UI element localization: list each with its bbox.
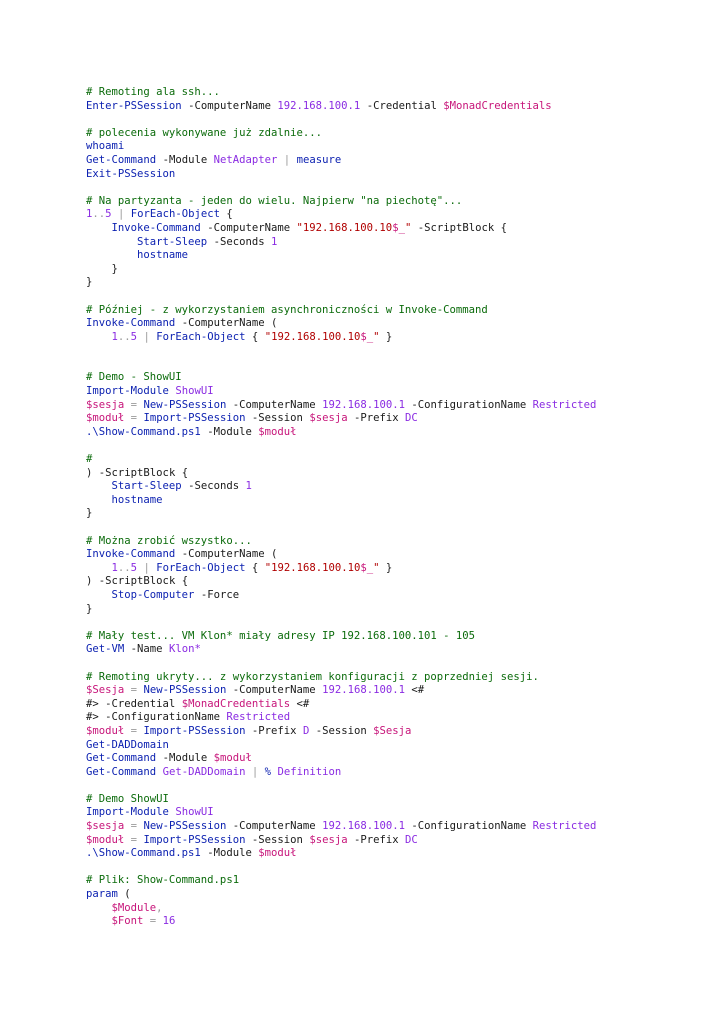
code-line (86, 236, 706, 250)
code-line (86, 371, 706, 385)
token-num: 192.168.100.1 (322, 398, 405, 411)
code-line (86, 671, 706, 685)
token-comment: # Można zrobić wszystko... (86, 534, 252, 547)
token-param: -Force (200, 588, 240, 601)
token-var: $moduł (86, 412, 125, 425)
code-line (86, 915, 706, 929)
token-param: -ScriptBlock (98, 575, 176, 588)
token-param: -Session (251, 833, 303, 846)
code-line (86, 304, 706, 318)
token-str: " (404, 221, 412, 234)
token-op: = (149, 915, 157, 928)
token-var: $sesja (309, 833, 348, 846)
code-line (86, 535, 706, 549)
token-arg: DC (405, 833, 418, 846)
token-cmd: ForEach-Object (130, 208, 221, 221)
token-cmd: % (264, 765, 272, 778)
token-op: .. (92, 208, 106, 221)
indent (86, 249, 137, 261)
token-cmd: New-PSSession (143, 820, 227, 833)
token-str: "192.168.100.10 (296, 221, 393, 234)
token-arg: ShowUI (175, 806, 214, 819)
token-op: = (130, 684, 138, 697)
blank-line (86, 616, 706, 630)
token-var: $Sesja (86, 684, 125, 697)
token-arg: Definition (277, 765, 342, 778)
token-cmd: Import-PSSession (143, 412, 246, 425)
blank-line (86, 439, 706, 453)
token-num: 1 (111, 330, 118, 343)
token-num: 192.168.100.1 (322, 684, 405, 697)
token-cmd: .\Show-Command.ps1 (86, 425, 201, 438)
token-op: = (130, 724, 138, 737)
indent (86, 222, 112, 234)
token-param: -ConfigurationName (411, 820, 527, 833)
token-punct: { (226, 208, 233, 221)
token-cmd: hostname (111, 493, 163, 506)
blank-line (86, 113, 706, 127)
blank-line (86, 861, 706, 875)
code-line (86, 412, 706, 426)
token-cmd: param (86, 888, 118, 901)
token-comment: # Na partyzanta - jeden do wielu. Najpierw "na piechotę"... (86, 194, 463, 207)
token-param: -ComputerName (232, 820, 316, 833)
token-param: -ComputerName (181, 548, 265, 561)
token-comment: # Mały test... VM Klon* miały adresy IP 192.168.100.101 - 105 (86, 629, 476, 642)
indent (86, 902, 112, 914)
token-strvar: $_ (392, 221, 405, 234)
indent (86, 331, 112, 343)
token-param: -Module (207, 847, 252, 860)
token-punct: ) (86, 466, 93, 479)
token-cmd: Import-Module (86, 385, 169, 398)
token-cmd: whoami (86, 140, 125, 153)
token-num: 1 (111, 561, 118, 574)
token-param: -ConfigurationName (411, 398, 527, 411)
code-line (86, 467, 706, 481)
token-num: 5 (130, 561, 138, 574)
code-line (86, 453, 706, 467)
token-arg: Restricted (532, 820, 597, 833)
token-arg: D (302, 724, 310, 737)
code-line (86, 820, 706, 834)
token-punct: #> (86, 711, 99, 724)
token-cmd: Get-DADDomain (86, 738, 169, 751)
token-op: .. (117, 561, 131, 574)
token-var: $Module (111, 901, 157, 914)
blank-line (86, 181, 706, 195)
code-line (86, 548, 706, 562)
token-arg: ShowUI (175, 385, 214, 398)
code-line (86, 847, 706, 861)
token-arg: Restricted (226, 711, 291, 724)
token-punct: } (385, 330, 393, 343)
code-line (86, 249, 706, 263)
code-line (86, 507, 706, 521)
token-num: 1 (245, 480, 252, 493)
token-var: $MonadCredentials (443, 99, 552, 112)
token-punct: { (251, 561, 259, 574)
token-cmd: Start-Sleep (137, 235, 208, 248)
indent (86, 494, 112, 506)
token-comment: # Remoting ala ssh... (86, 86, 220, 98)
token-num: 1 (271, 235, 278, 248)
code-line (86, 575, 706, 589)
token-op: = (130, 833, 138, 846)
token-arg: NetAdapter (213, 153, 278, 166)
code-line (86, 276, 706, 290)
token-str: " (373, 561, 380, 574)
code-line (86, 331, 706, 345)
token-cmd: New-PSSession (143, 398, 227, 411)
code-line (86, 399, 706, 413)
code-line (86, 834, 706, 848)
token-punct: ) (86, 575, 93, 588)
token-param: -ComputerName (232, 684, 316, 697)
code-line (86, 154, 706, 168)
token-cmd: Stop-Computer (111, 588, 195, 601)
token-punct: <# (296, 697, 310, 710)
token-cmd: Get-Command (86, 765, 157, 778)
token-cmd: .\Show-Command.ps1 (86, 847, 201, 860)
token-comment: # Demo - ShowUI (86, 371, 182, 384)
token-num: 5 (130, 330, 138, 343)
token-arg: Restricted (532, 398, 597, 411)
code-line (86, 739, 706, 753)
token-cmd: Get-VM (86, 643, 125, 656)
code-line (86, 902, 706, 916)
code-line (86, 630, 706, 644)
token-arg: DC (405, 412, 418, 425)
code-line (86, 643, 706, 657)
token-comment: # (86, 453, 93, 466)
code-line (86, 140, 706, 154)
token-num: 192.168.100.1 (322, 820, 405, 833)
code-line (86, 874, 706, 888)
blank-line (86, 290, 706, 304)
code-line (86, 127, 706, 141)
token-param: -Seconds (188, 480, 240, 493)
indent (86, 480, 112, 492)
token-var: $Sesja (373, 724, 412, 737)
token-punct: <# (411, 684, 425, 697)
code-line (86, 263, 706, 277)
token-var: $MonadCredentials (181, 697, 291, 710)
token-op: = (130, 820, 138, 833)
token-punct: { (181, 575, 189, 588)
code-line (86, 793, 706, 807)
token-num: 5 (105, 208, 112, 221)
blank-line (86, 344, 706, 358)
token-str: " (373, 330, 380, 343)
token-strvar: $_ (360, 330, 374, 343)
token-op: | (251, 765, 259, 778)
token-op: | (143, 561, 150, 574)
token-cmd: Invoke-Command (86, 548, 176, 561)
token-var: $moduł (258, 425, 297, 438)
token-param: -Prefix (354, 412, 399, 425)
token-param: -ComputerName (188, 99, 271, 112)
token-comment: # Później - z wykorzystaniem asynchroniczności w Invoke-Command (86, 303, 488, 316)
token-param: -Seconds (213, 235, 265, 248)
token-param: -ComputerName (181, 317, 265, 330)
token-cmd: Get-Command (86, 153, 157, 166)
token-punct: } (86, 507, 93, 520)
token-param: -Session (251, 412, 303, 425)
token-num: 1 (86, 208, 93, 221)
token-cmd: New-PSSession (143, 684, 227, 697)
token-op: | (117, 208, 125, 221)
code-line (86, 562, 706, 576)
token-punct: #> (86, 697, 99, 710)
token-param: -Prefix (251, 724, 297, 737)
token-param: -ConfigurationName (105, 711, 220, 724)
code-line (86, 426, 706, 440)
token-var: $moduł (86, 833, 125, 846)
code-line (86, 195, 706, 209)
indent (86, 236, 137, 248)
token-cmd: Import-PSSession (143, 833, 246, 846)
code-line (86, 222, 706, 236)
indent (86, 263, 112, 275)
token-str: "192.168.100.10 (264, 561, 361, 574)
code-line (86, 698, 706, 712)
token-op: , (156, 901, 163, 914)
token-cmd: Import-PSSession (143, 724, 246, 737)
code-line (86, 684, 706, 698)
indent (86, 589, 112, 601)
token-var: $Font (111, 915, 144, 928)
blank-line (86, 657, 706, 671)
token-cmd: hostname (137, 249, 189, 262)
code-line (86, 385, 706, 399)
token-comment: # polecenia wykonywane już zdalnie... (86, 126, 322, 139)
code-line (86, 317, 706, 331)
token-param: -Module (207, 425, 252, 438)
token-op: | (143, 330, 150, 343)
token-cmd: ForEach-Object (156, 561, 246, 574)
code-line (86, 806, 706, 820)
token-punct: } (111, 262, 118, 275)
token-punct: ( (271, 548, 278, 561)
code-line (86, 100, 706, 114)
code-line (86, 888, 706, 902)
token-param: -Name (130, 643, 163, 656)
code-listing (86, 86, 706, 929)
token-param: -Session (315, 724, 367, 737)
token-var: $sesja (86, 820, 125, 833)
token-cmd: Exit-PSSession (86, 167, 176, 180)
token-op: | (283, 153, 291, 166)
token-param: -Credential (366, 99, 437, 112)
token-op: .. (117, 330, 131, 343)
indent (86, 915, 112, 927)
token-var: $moduł (258, 847, 297, 860)
token-param: -Module (162, 752, 208, 765)
token-punct: ( (124, 888, 131, 901)
code-line (86, 480, 706, 494)
token-arg: Get-DADDomain (162, 765, 246, 778)
token-comment: # Demo ShowUI (86, 792, 169, 805)
code-line (86, 711, 706, 725)
token-cmd: measure (296, 153, 342, 166)
code-line (86, 589, 706, 603)
token-punct: { (500, 221, 508, 234)
token-punct: { (251, 330, 259, 343)
token-punct: { (181, 466, 189, 479)
blank-line (86, 521, 706, 535)
token-comment: # Plik: Show-Command.ps1 (86, 874, 240, 887)
token-cmd: Enter-PSSession (86, 99, 182, 112)
token-var: $moduł (213, 752, 252, 765)
blank-line (86, 358, 706, 372)
code-line (86, 168, 706, 182)
token-cmd: Invoke-Command (86, 317, 176, 330)
token-num: 192.168.100.1 (277, 99, 361, 112)
token-cmd: Import-Module (86, 806, 169, 819)
code-line (86, 752, 706, 766)
token-cmd: ForEach-Object (156, 330, 246, 343)
token-cmd: Invoke-Command (111, 221, 201, 234)
token-str: "192.168.100.10 (264, 330, 361, 343)
token-param: -Credential (105, 697, 176, 710)
token-op: = (130, 412, 138, 425)
token-cmd: Get-Command (86, 752, 157, 765)
token-param: -ComputerName (232, 398, 316, 411)
code-line (86, 766, 706, 780)
token-punct: ( (271, 317, 278, 330)
token-op: = (130, 398, 138, 411)
token-param: -ComputerName (207, 221, 291, 234)
token-var: $moduł (86, 724, 125, 737)
token-punct: } (86, 602, 93, 615)
token-var: $sesja (309, 412, 348, 425)
indent (86, 562, 112, 574)
code-line (86, 494, 706, 508)
token-cmd: Start-Sleep (111, 480, 182, 493)
code-line (86, 603, 706, 617)
code-line (86, 86, 706, 100)
token-param: -Prefix (354, 833, 399, 846)
token-punct: } (385, 561, 393, 574)
token-param: -ScriptBlock (417, 221, 495, 234)
token-strvar: $_ (360, 561, 374, 574)
token-comment: # Remoting ukryty... z wykorzystaniem konfiguracji z poprzedniej sesji. (86, 670, 539, 683)
blank-line (86, 779, 706, 793)
code-line (86, 208, 706, 222)
token-param: -ScriptBlock (98, 466, 176, 479)
token-var: $sesja (86, 398, 125, 411)
token-num: 16 (162, 915, 176, 928)
code-line (86, 725, 706, 739)
token-punct: } (86, 276, 93, 289)
token-param: -Module (162, 153, 208, 166)
token-arg: Klon* (168, 643, 201, 656)
